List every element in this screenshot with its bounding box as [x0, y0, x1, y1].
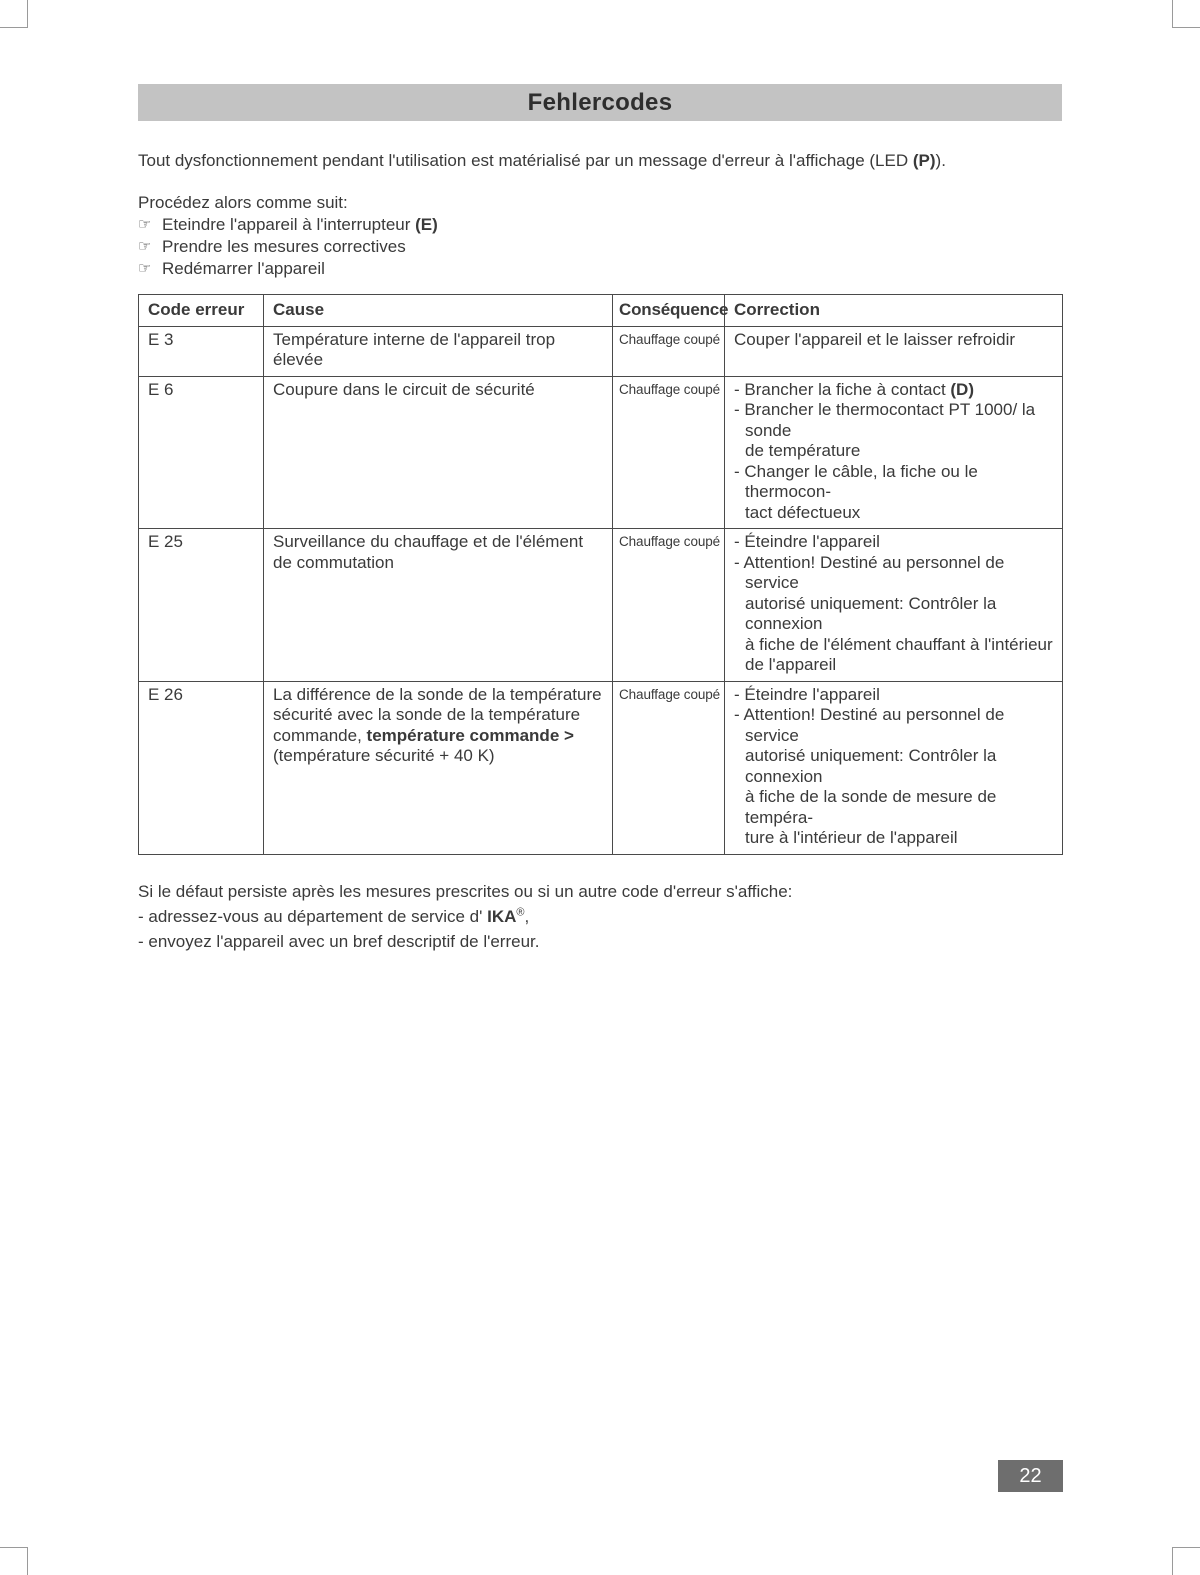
footer-note-line: - envoyez l'appareil avec un bref descriptif de l'erreur. — [138, 931, 540, 951]
page-content — [138, 84, 1062, 954]
procedure-step — [138, 214, 1062, 236]
crop-mark-top-left — [0, 0, 28, 28]
cause-cell: Température interne de l'appareil trop élevée — [264, 326, 613, 376]
crop-mark-bottom-right — [1172, 1547, 1200, 1575]
error-table-row — [139, 529, 1063, 682]
column-header: Conséquence — [613, 295, 725, 327]
error-table-row — [139, 681, 1063, 854]
procedure-step — [138, 258, 1062, 280]
procedure-step-text: Redémarrer l'appareil — [162, 259, 325, 278]
error-code-cell: E 6 — [139, 376, 264, 529]
page-number: 22 — [1019, 1464, 1042, 1487]
procedure-steps — [138, 214, 1062, 280]
page-number-badge — [998, 1460, 1063, 1492]
pointing-hand-icon: ☞ — [138, 216, 152, 233]
correction-item: - Éteindre l'appareil — [734, 684, 880, 704]
error-table-row — [139, 326, 1063, 376]
pointing-hand-icon: ☞ — [138, 238, 152, 255]
procedure-step-text: Eteindre l'appareil à l'interrupteur (E) — [162, 215, 438, 234]
consequence-cell: Chauffage coupé — [613, 326, 725, 376]
pointing-hand-icon: ☞ — [138, 260, 152, 277]
procedure-step — [138, 236, 1062, 258]
footer-note-line: - adressez-vous au département de service d' IKA®, — [138, 905, 530, 926]
procedure-step-text: Prendre les mesures correctives — [162, 237, 406, 256]
correction-cell — [725, 376, 1063, 529]
error-code-cell: E 26 — [139, 681, 264, 854]
crop-mark-bottom-left — [0, 1547, 28, 1575]
table-header-row — [139, 295, 1063, 327]
section-title-band — [138, 84, 1062, 121]
error-table-body — [139, 326, 1063, 854]
correction-item: - Brancher la fiche à contact (D) — [734, 379, 974, 399]
correction-item: - Brancher le thermocontact PT 1000/ la sonde de température — [734, 400, 1036, 460]
error-table-wrapper — [138, 294, 1062, 855]
column-header: Correction — [725, 295, 1063, 327]
consequence-cell: Chauffage coupé — [613, 529, 725, 682]
correction-item: - Attention! Destiné au personnel de service autorisé uniquement: Contrôler la connexion à fiche de l'élément chauffant à l'intérieur de l'appareil — [734, 552, 1053, 674]
intro-paragraph: Tout dysfonctionnement pendant l'utilisation est matérialisé par un message d'erreur à l'affichage (LED (P)). — [138, 151, 946, 170]
consequence-cell: Chauffage coupé — [613, 681, 725, 854]
error-table-row — [139, 376, 1063, 529]
cause-cell: Coupure dans le circuit de sécurité — [264, 376, 613, 529]
section-title: Fehlercodes — [527, 88, 673, 116]
correction-item: - Attention! Destiné au personnel de service autorisé uniquement: Contrôler la connexion à fiche de la sonde de mesure de tempéra- ture à l'intérieur de l'appareil — [734, 705, 1005, 847]
correction-item: - Éteindre l'appareil — [734, 532, 880, 551]
error-code-table — [138, 294, 1063, 855]
procedure-lead: Procédez alors comme suit: — [138, 193, 348, 212]
correction-cell — [725, 529, 1063, 682]
error-code-cell: E 25 — [139, 529, 264, 682]
cause-cell: Surveillance du chauffage et de l'élément de commutation — [264, 529, 613, 682]
correction-item: Couper l'appareil et le laisser refroidir — [734, 329, 1016, 349]
cause-cell: La différence de la sonde de la température sécurité avec la sonde de la température commande, température commande > (température sécurité + 40 K) — [264, 681, 613, 854]
footer-note-line: Si le défaut persiste après les mesures prescrites ou si un autre code d'erreur s'affiche: — [138, 881, 793, 901]
correction-cell — [725, 326, 1063, 376]
crop-mark-top-right — [1172, 0, 1200, 28]
consequence-cell: Chauffage coupé — [613, 376, 725, 529]
correction-item: - Changer le câble, la fiche ou le thermocon- tact défectueux — [734, 461, 978, 522]
footer-note — [138, 879, 1062, 954]
error-code-cell: E 3 — [139, 326, 264, 376]
column-header: Code erreur — [139, 295, 264, 327]
correction-cell — [725, 681, 1063, 854]
procedure-block — [138, 192, 1062, 280]
column-header: Cause — [264, 295, 613, 327]
